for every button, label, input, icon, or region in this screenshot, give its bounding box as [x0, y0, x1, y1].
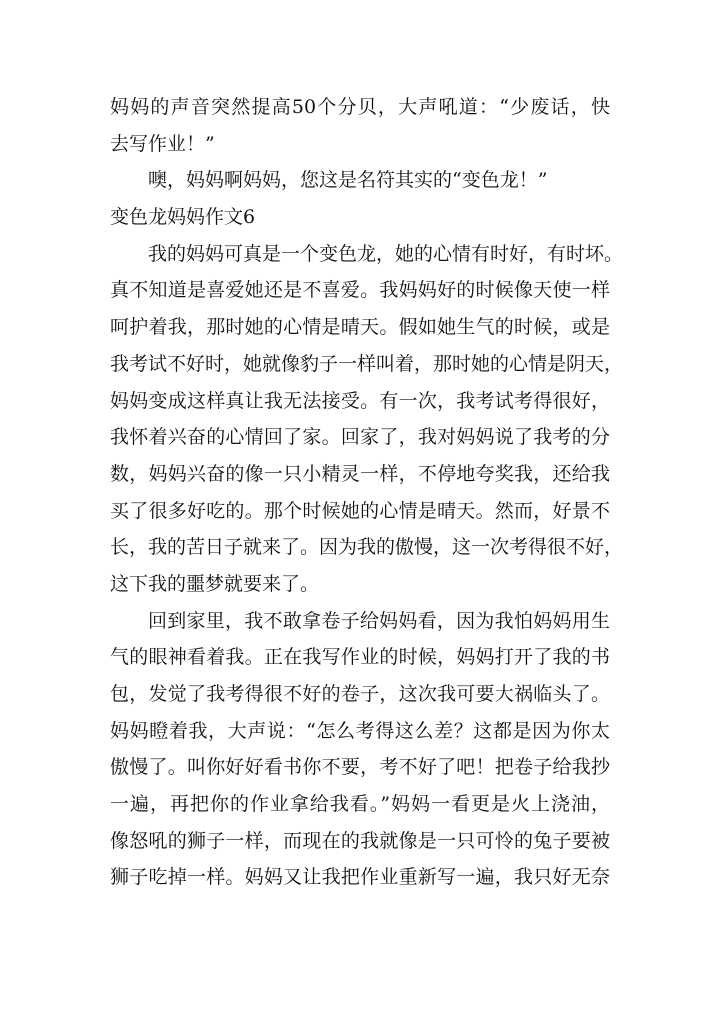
- text-line: 这下我的噩梦就要来了。: [110, 572, 320, 595]
- text-line: 数，妈妈兴奋的像一只小精灵一样，不停地夸奖我，还给我: [110, 462, 610, 485]
- text-line: 妈妈的声音突然提高50个分贝，大声吼道：“少废话，快: [110, 96, 610, 118]
- text-line: 像怒吼的狮子一样，而现在的我就像是一只可怜的兔子要被: [110, 829, 610, 852]
- text-line: 狮子吃掉一样。妈妈又让我把作业重新写一遍，我只好无奈: [110, 866, 610, 889]
- text-line: 妈妈瞪着我，大声说：“怎么考得这么差？这都是因为你太: [110, 719, 610, 742]
- text-line: 一遍，再把你的作业拿给我看。”妈妈一看更是火上浇油，: [110, 793, 610, 816]
- text-line: 我的妈妈可真是一个变色龙，她的心情有时好，有时坏。: [148, 242, 624, 265]
- text-line: 长，我的苦日子就来了。因为我的傲慢，这一次考得很不好，: [110, 536, 624, 559]
- section-heading: 变色龙妈妈作文6: [110, 206, 256, 229]
- text-line: 傲慢了。叫你好好看书你不要，考不好了吧！把卷子给我抄: [110, 756, 610, 779]
- text-line: 去写作业！”: [110, 132, 215, 155]
- text-line: 妈妈变成这样真让我无法接受。有一次，我考试考得很好，: [110, 389, 610, 412]
- text-line: 真不知道是喜爱她还是不喜爱。我妈妈好的时候像天使一样: [110, 279, 610, 302]
- text-line: 气的眼神看着我。正在我写作业的时候，妈妈打开了我的书: [110, 646, 610, 669]
- text-line: 呵护着我，那时她的心情是晴天。假如她生气的时候，或是: [110, 316, 610, 339]
- text-line: 我怀着兴奋的心情回了家。回家了，我对妈妈说了我考的分: [110, 426, 610, 449]
- text-line: 回到家里，我不敢拿卷子给妈妈看，因为我怕妈妈用生: [148, 609, 610, 632]
- document-body: [110, 89, 624, 896]
- text-line: 噢，妈妈啊妈妈，您这是名符其实的“变色龙！”: [148, 169, 548, 192]
- text-line: 包，发觉了我考得很不好的卷子，这次我可要大祸临头了。: [110, 683, 610, 705]
- text-line: 买了很多好吃的。那个时候她的心情是晴天。然而，好景不: [110, 499, 610, 522]
- text-line: 我考试不好时，她就像豹子一样叫着，那时她的心情是阴天，: [110, 352, 624, 375]
